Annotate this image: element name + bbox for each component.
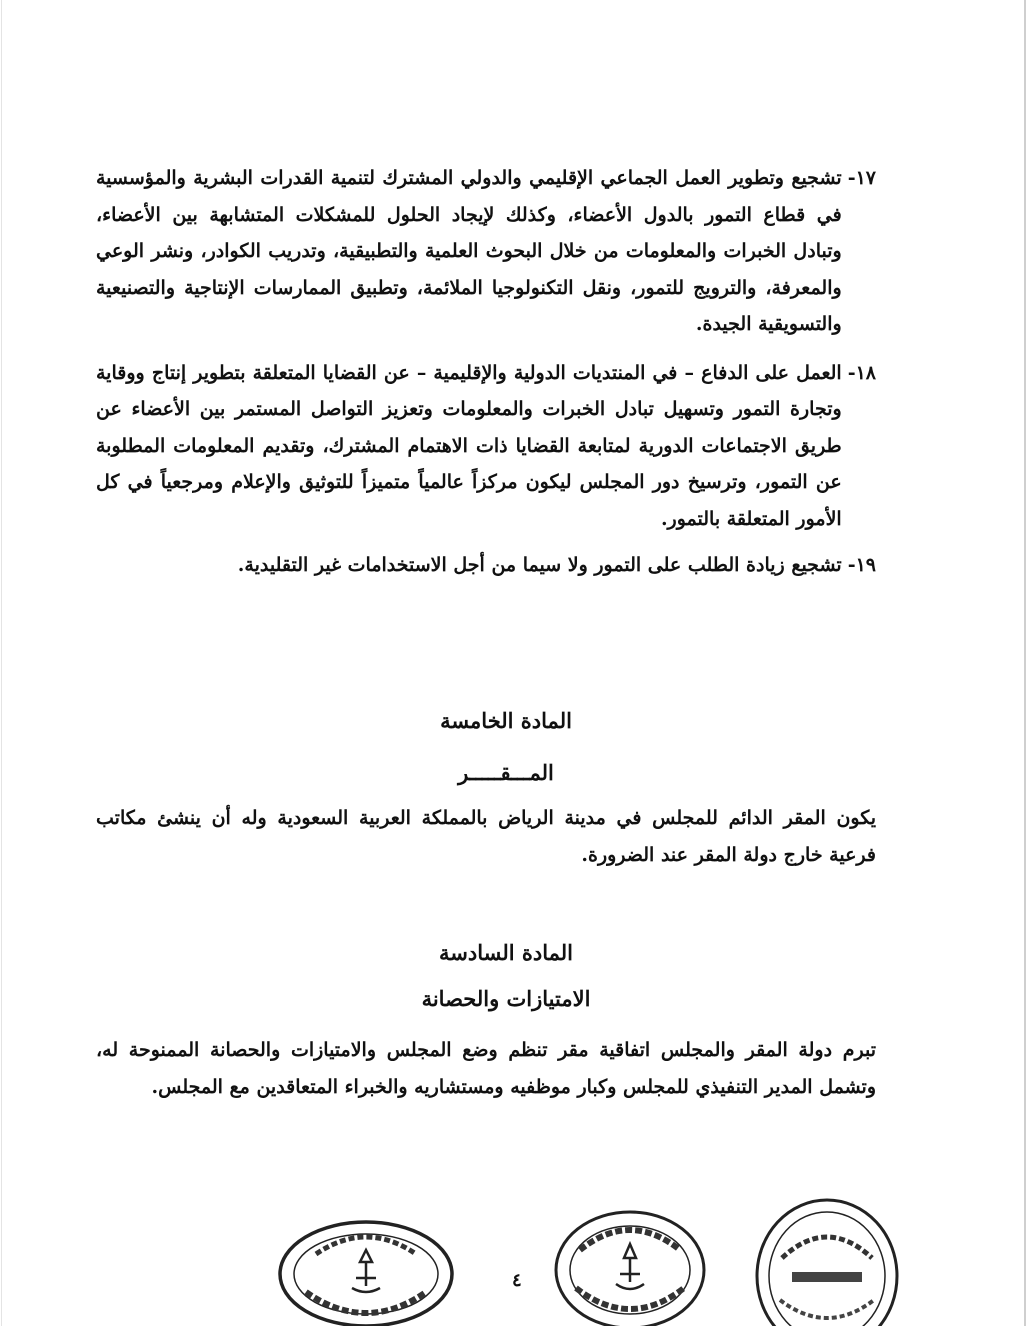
objectives-list	[96, 160, 876, 584]
article-5-subtitle: المـــقـــــر	[458, 760, 554, 785]
ministry-agriculture-seal	[752, 1196, 902, 1326]
item-number: ١٨-	[847, 361, 876, 384]
item-number: ١٧-	[847, 167, 876, 189]
list-item-18	[96, 355, 876, 538]
scan-edge-right	[1024, 0, 1026, 1326]
item-text: تشجيع زيادة الطلب على التمور ولا سيما من أجل الاستخدامات غير التقليدية.	[237, 554, 842, 576]
article-6-text: تبرم دولة المقر والمجلس اتفاقية مقر تنظم وضع المجلس والامتيازات والحصانة الممنوحة له، وتشمل المدير التنفيذي للمجلس وكبار موظفيه ومستشاريه والخبراء المتعاقدين مع المجلس.	[96, 1039, 876, 1098]
article-6-subtitle: الامتيازات والحصانة	[421, 986, 591, 1011]
item-number: ١٩-	[847, 554, 876, 576]
list-item-19	[96, 547, 876, 584]
item-text: العمل على الدفاع – في المنتديات الدولية والإقليمية – عن القضايا المتعلقة بتطوير إنتاج ووقاية وتجارة التمور وتسهيل تبادل الخبرات والمعلومات وتعزيز التواصل المستمر بين الأعضاء عن طريق الاجتماعات الدورية لمتابعة القضايا ذات الاهتمام المشترك، وتقديم المعلومات المطلوبة عن التمور، وترسيخ دور المجلس ليكون مركزاً عالمياً متميزاً للتوثيق والإعلام ومرجعياً في كل الأمور المتعلقة بالتمور.	[96, 361, 842, 530]
article-6-title: المادة السادسة	[438, 940, 573, 965]
list-item-17	[96, 160, 876, 343]
scan-edge-left	[1, 0, 2, 1326]
item-text: تشجيع وتطوير العمل الجماعي الإقليمي والدولي المشترك لتنمية القدرات البشرية والمؤسسية في قطاع التمور بالدول الأعضاء، وكذلك لإيجاد الحلول للمشكلات المتشابهة بين الأعضاء، وتبادل الخبرات والمعلومات من خلال البحوث العلمية والتطبيقية، وتدريب الكوادر، ونشر الوعي والمعرفة، والترويج للتمور، ونقل التكنولوجيا الملائمة، وتطبيق الممارسات الإنتاجية والتصنيعية والتسويقية الجيدة.	[96, 167, 842, 335]
council-ministers-seal-center	[550, 1200, 710, 1326]
article-5-title: المادة الخامسة	[440, 708, 572, 733]
council-ministers-seal-left	[276, 1214, 456, 1326]
page-number: ٤	[512, 1270, 522, 1291]
article-5-text: يكون المقر الدائم للمجلس في مدينة الرياض بالمملكة العربية السعودية وله أن ينشئ مكاتب فرعية خارج دولة المقر عند الضرورة.	[96, 807, 876, 866]
